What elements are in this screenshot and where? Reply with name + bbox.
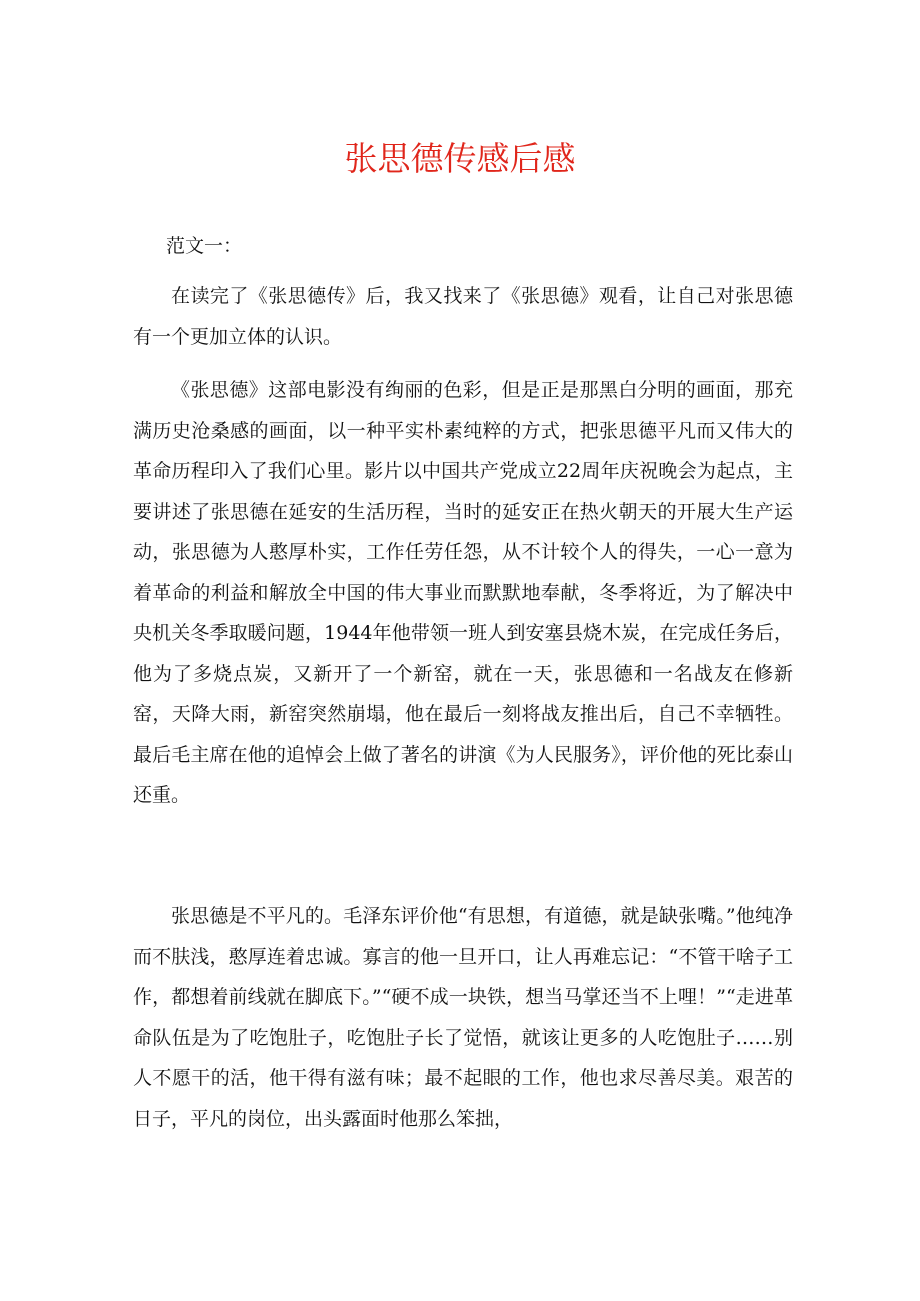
paragraph-2: 《张思德》这部电影没有绚丽的色彩，但是正是那黑白分明的画面，那充满历史沧桑感的画面，以一种平实朴素纯粹的方式，把张思德平凡而又伟大的革命历程印入了我们心里。影片以中国共产党成立22周年庆祝晚会为起点，主要讲述了张思德在延安的生活历程，当时的延安正在热火朝天的开展大生产运动，张思德为人憨厚朴实，工作任劳任怨，从不计较个人的得失，一心一意为着革命的利益和解放全中国的伟大事业而默默地奉献，冬季将近，为了解决中央机关冬季取暖问题，1944年他带领一班人到安塞县烧木炭，在完成任务后，他为了多烧点炭，又新开了一个新窑，就在一天，张思德和一名战友在修新窑，天降大雨，新窑突然崩塌，他在最后一刻将战友推出后，自己不幸牺牲。最后毛主席在他的追悼会上做了著名的讲演《为人民服务》，评价他的死比泰山还重。 <box>133 379 793 806</box>
paragraph-3: 张思德是不平凡的。毛泽东评价他“有思想，有道德，就是缺张嘴。”他纯净而不肤浅，憨厚连着忠诚。寡言的他一旦开口，让人再难忘记：“不管干啥子工作，都想着前线就在脚底下。”“硬不成一块铁，想当马掌还当不上哩！”“走进革命队伍是为了吃饱肚子，吃饱肚子长了觉悟，就该让更多的人吃饱肚子……别人不愿干的活，他干得有滋有味；最不起眼的工作，他也求尽善尽美。艰苦的日子，平凡的岗位，出头露面时他那么笨拙， <box>133 905 793 1130</box>
paragraph-1: 在读完了《张思德传》后，我又找来了《张思德》观看，让自己对张思德有一个更加立体的认识。 <box>133 285 793 348</box>
document-title: 张思德传感后感 <box>344 139 576 178</box>
section-label: 范文一： <box>166 235 243 257</box>
